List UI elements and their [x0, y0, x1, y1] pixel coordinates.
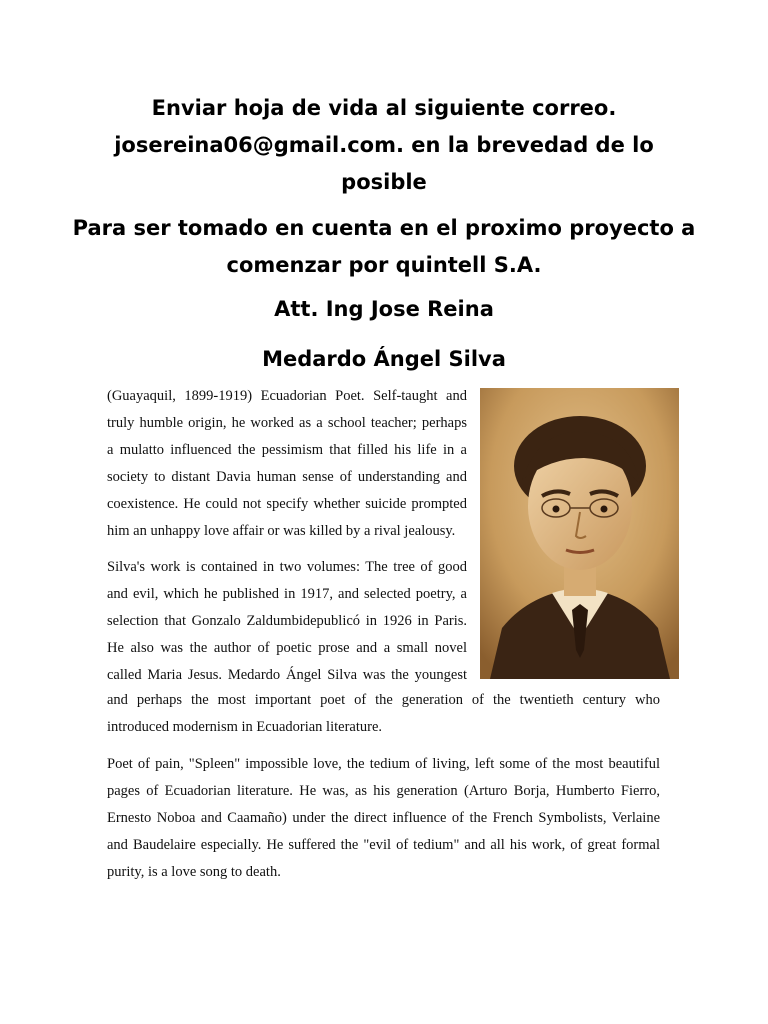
- portrait-image: [480, 388, 679, 679]
- paragraph-line: a mulatto influenced the pessimism that filled his life in a: [107, 442, 467, 458]
- paragraph-line: and perhaps the most important poet of the generation of the twentieth century who: [107, 692, 660, 708]
- paragraph-line: truly humble origin, he worked as a school teacher; perhaps: [107, 415, 467, 431]
- paragraph-line: introduced modernism in Ecuadorian literature.: [107, 719, 383, 735]
- biography-paragraph-3: [107, 751, 660, 886]
- paragraph-line: Silva's work is contained in two volumes: The tree of good: [107, 559, 467, 575]
- signature-heading: Att. Ing Jose Reina: [274, 297, 494, 321]
- paragraph-line: He also was the author of poetic prose and a small novel: [107, 640, 467, 656]
- paragraph-line: coexistence. He could not specify whether suicide prompted: [107, 496, 467, 512]
- paragraph-line: (Guayaquil, 1899-1919) Ecuadorian Poet. Self-taught and: [107, 388, 467, 404]
- cv-request-email-line: josereina06@gmail.com. en la brevedad de lo: [114, 133, 654, 157]
- paragraph-line: pages of Ecuadorian literature. He was, as his generation (Arturo Borja, Humberto Fierro,: [107, 783, 660, 799]
- biography-paragraph-1: [107, 383, 467, 545]
- paragraph-line: Ernesto Noboa and Caamaño) under the direct influence of the French Symbolists, Verlaine: [107, 810, 660, 826]
- cv-request-line-3: posible: [341, 170, 427, 194]
- paragraph-line: purity, is a love song to death.: [107, 864, 281, 880]
- paragraph-line: society to distant Davia human sense of understanding and: [107, 469, 467, 485]
- paragraph-line: and Baudelaire especially. He suffered the "evil of tedium" and all his work, of great formal: [107, 837, 660, 853]
- biography-paragraph-2: [107, 554, 467, 689]
- paragraph-line: Poet of pain, "Spleen" impossible love, the tedium of living, left some of the most beautiful: [107, 756, 660, 772]
- paragraph-line: selection that Gonzalo Zaldumbidepublicó in 1926 in Paris.: [107, 613, 467, 629]
- biography-paragraph-2-continued: [107, 687, 660, 741]
- paragraph-line: and evil, which he published in 1917, and selected poetry, a: [107, 586, 467, 602]
- paragraph-line: called Maria Jesus. Medardo Ángel Silva was the youngest: [107, 667, 467, 683]
- cv-request-line-1: Enviar hoja de vida al siguiente correo.: [151, 96, 617, 120]
- project-notice-heading: [60, 210, 708, 284]
- portrait-photo: [480, 388, 679, 679]
- cv-request-heading: [60, 90, 708, 201]
- project-notice-line-1: Para ser tomado en cuenta en el proximo proyecto a: [72, 216, 696, 240]
- project-notice-line-2: comenzar por quintell S.A.: [226, 253, 542, 277]
- paragraph-line: him an unhappy love affair or was killed by a rival jealousy.: [107, 523, 456, 539]
- article-title: Medardo Ángel Silva: [262, 347, 506, 371]
